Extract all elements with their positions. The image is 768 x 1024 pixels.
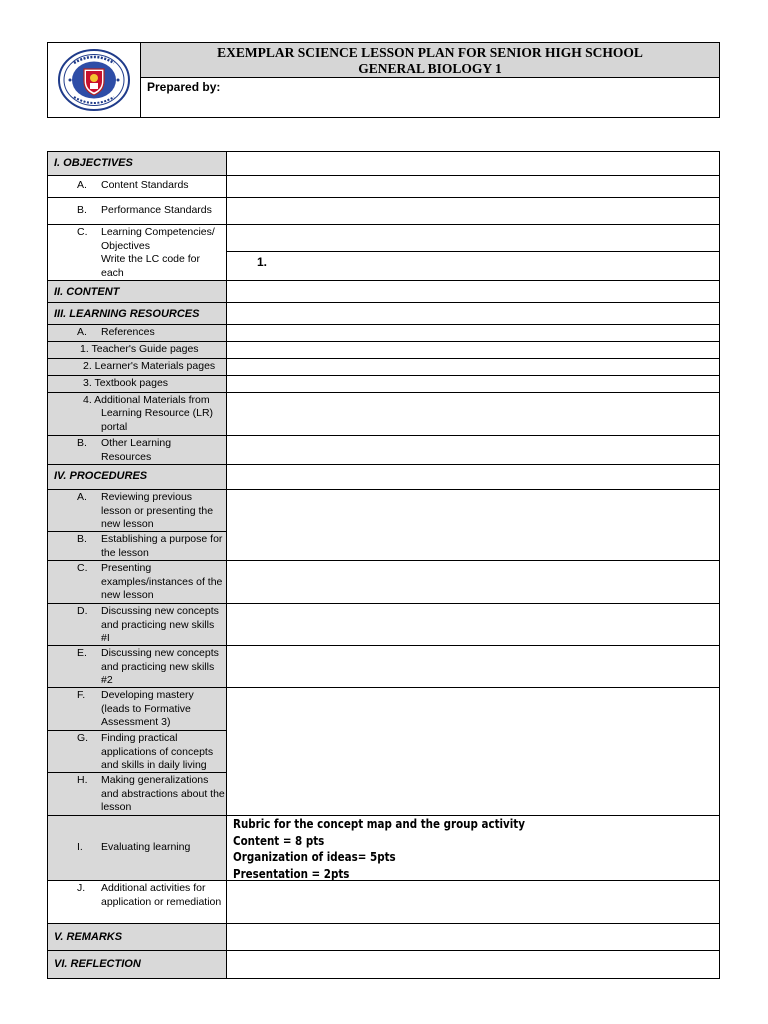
performance-standards-field[interactable] <box>226 197 720 225</box>
learning-resources-heading: III. LEARNING RESOURCES <box>54 308 200 320</box>
deped-seal-logo <box>57 49 131 111</box>
additional-materials-field[interactable] <box>226 392 720 436</box>
rubric-organization-line: Organization of ideas= 5pts <box>233 850 396 864</box>
item-letter: I. <box>77 841 83 853</box>
item-letter: B. <box>77 204 87 216</box>
row-content-standards <box>47 175 720 198</box>
learners-materials-field[interactable] <box>226 358 720 376</box>
row-proc-ab-field <box>47 489 720 561</box>
new-concepts-1-label: Discussing new concepts and practicing new skills #I <box>101 605 219 644</box>
title-line-1: EXEMPLAR SCIENCE LESSON PLAN FOR SENIOR HIGH SCHOOL <box>217 45 643 60</box>
row-proc-d <box>47 603 720 646</box>
row-proc-c <box>47 560 720 604</box>
remarks-field[interactable] <box>226 923 720 951</box>
row-learners-materials <box>47 358 720 376</box>
procedures-fgh-field[interactable] <box>226 687 720 816</box>
developing-mastery-label: Developing mastery (leads to Formative Assessment 3) <box>101 689 194 728</box>
row-performance-standards <box>47 197 720 225</box>
new-concepts-2-field[interactable] <box>226 645 720 688</box>
logo-cell <box>48 43 141 117</box>
learners-materials-label: 2. Learner's Materials pages <box>83 360 216 372</box>
textbook-pages-label: 3. Textbook pages <box>83 377 169 389</box>
document-title <box>141 43 719 78</box>
evaluating-learning-field[interactable] <box>226 815 720 881</box>
row-additional-materials <box>47 392 720 436</box>
reviewing-lesson-label: Reviewing previous lesson or presenting the new lesson <box>101 491 214 530</box>
row-content <box>47 280 720 303</box>
other-resources-field[interactable] <box>226 435 720 465</box>
row-teachers-guide <box>47 341 720 359</box>
reflection-heading: VI. REFLECTION <box>54 958 141 970</box>
references-field[interactable] <box>226 324 720 342</box>
item-letter: A. <box>77 326 87 338</box>
procedures-heading: IV. PROCEDURES <box>54 470 148 482</box>
item-letter: J. <box>77 882 86 894</box>
lc-code-field[interactable] <box>226 251 720 281</box>
reflection-field[interactable] <box>226 950 720 979</box>
content-heading: II. CONTENT <box>54 286 120 298</box>
content-field[interactable] <box>226 280 720 303</box>
row-other-resources <box>47 435 720 465</box>
objectives-field[interactable] <box>226 151 720 176</box>
procedures-field[interactable] <box>226 464 720 490</box>
additional-activities-field[interactable] <box>226 880 720 924</box>
row-reflection <box>47 950 720 979</box>
performance-standards-label: Performance Standards <box>101 204 212 216</box>
rubric-title: Rubric for the concept map and the group activity <box>233 817 525 831</box>
row-objectives <box>47 151 720 176</box>
presenting-examples-label: Presenting examples/instances of the new lesson <box>101 562 223 601</box>
content-standards-label: Content Standards <box>101 179 189 191</box>
new-concepts-2-label: Discussing new concepts and practicing new skills #2 <box>101 647 219 686</box>
row-learning-competencies <box>47 224 720 281</box>
item-letter: D. <box>77 605 88 617</box>
rubric-text <box>233 816 525 882</box>
additional-materials-label: 4. Additional Materials from <box>83 394 210 406</box>
item-letter: G. <box>77 732 89 744</box>
prepared-by-field[interactable] <box>141 78 719 117</box>
rubric-presentation-line: Presentation = 2pts <box>233 866 350 881</box>
practical-applications-label: Finding practical applications of concepts and skills in daily living <box>101 732 214 771</box>
rubric-content-line: Content = 8 pts <box>233 833 325 848</box>
item-letter: A. <box>77 491 87 503</box>
row-references <box>47 324 720 342</box>
textbook-pages-field[interactable] <box>226 375 720 393</box>
row-proc-j <box>47 880 720 924</box>
row-textbook-pages <box>47 375 720 393</box>
procedures-ab-field[interactable] <box>226 489 720 561</box>
establishing-purpose-label: Establishing a purpose for the lesson <box>101 533 223 559</box>
title-line-2: GENERAL BIOLOGY 1 <box>358 61 502 76</box>
item-letter: C. <box>77 226 88 238</box>
item-letter: E. <box>77 647 87 659</box>
row-remarks <box>47 923 720 951</box>
row-procedures <box>47 464 720 490</box>
teachers-guide-label: 1. Teacher's Guide pages <box>80 343 199 355</box>
lesson-plan-table <box>47 151 720 979</box>
item-letter: F. <box>77 689 86 701</box>
remarks-heading: V. REMARKS <box>54 931 123 943</box>
new-concepts-1-field[interactable] <box>226 603 720 646</box>
additional-activities-label: Additional activities for application or remediation <box>101 882 222 908</box>
references-label: References <box>101 326 155 338</box>
row-proc-fgh-field <box>47 687 720 816</box>
item-letter: A. <box>77 179 87 191</box>
lc-code-note: Write the LC code for each <box>101 253 201 279</box>
teachers-guide-field[interactable] <box>226 341 720 359</box>
other-resources-label: Other Learning Resources <box>101 437 172 463</box>
item-letter: B. <box>77 437 87 449</box>
learning-competencies-label: Learning Competencies/ Objectives <box>101 226 215 252</box>
generalizations-label: Making generalizations and abstractions about the lesson <box>101 774 225 813</box>
row-learning-resources <box>47 302 720 325</box>
item-letter: C. <box>77 562 88 574</box>
presenting-examples-field[interactable] <box>226 560 720 604</box>
evaluating-learning-label: Evaluating learning <box>101 841 191 853</box>
lc-item-number: 1. <box>257 255 268 269</box>
learning-resources-field[interactable] <box>226 302 720 325</box>
learning-competencies-field[interactable] <box>226 224 720 252</box>
document-header <box>47 42 720 118</box>
lr-portal-label: Learning Resource (LR) portal <box>101 407 214 433</box>
row-proc-e <box>47 645 720 688</box>
objectives-heading: I. OBJECTIVES <box>54 157 133 169</box>
row-proc-i <box>47 815 720 881</box>
item-letter: B. <box>77 533 87 545</box>
content-standards-field[interactable] <box>226 175 720 198</box>
item-letter: H. <box>77 774 88 786</box>
prepared-by-label: Prepared by: <box>147 80 221 94</box>
